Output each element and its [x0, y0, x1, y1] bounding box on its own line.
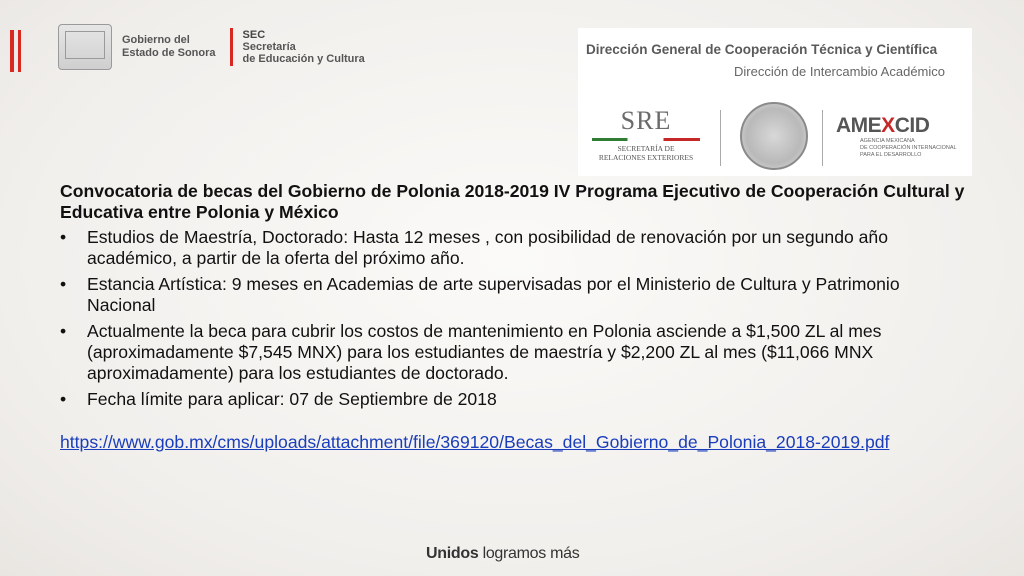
sre-abbr: SRE	[620, 106, 672, 135]
bullet-icon: •	[60, 274, 67, 294]
announcement-heading: Convocatoria de becas del Gobierno de Polonia 2018-2019 IV Programa Ejecutivo de Cooperación Cultural y Educativa entre Polonia y México	[60, 181, 965, 222]
mexico-seal-icon	[740, 102, 808, 170]
sonora-shield-icon	[58, 24, 112, 70]
dg-subtitle: Dirección de Intercambio Académico	[734, 64, 945, 79]
sec-logo-text	[243, 29, 365, 65]
bullet-item: • Estancia Artística: 9 meses en Academias de arte supervisadas por el Ministerio de Cultura y Patrimonio Nacional	[60, 274, 900, 315]
bullet-item: • Fecha límite para aplicar: 07 de Septiembre de 2018	[60, 389, 497, 409]
slide-content	[60, 181, 970, 453]
logo-separator	[822, 110, 823, 166]
amexcid-caption: AGENCIA MEXICANA DE COOPERACIÓN INTERNACIONAL PARA EL DESARROLLO	[860, 138, 957, 158]
bullet-list	[60, 227, 970, 410]
sre-flag-line	[592, 138, 700, 141]
bullet-icon: •	[60, 389, 67, 409]
logo-divider	[230, 28, 233, 66]
bullet-item: • Actualmente la beca para cubrir los costos de mantenimiento en Polonia asciende a $1,500 ZL al mes (aproximadamente $7,545 MNX) para los estudiantes de maestría y $2,200 ZL al mes ($11,066 MNX aproximadamente) para los estudiantes de doctorado.	[60, 321, 882, 383]
sonora-government-logo	[58, 24, 365, 70]
logo-separator	[720, 110, 721, 166]
sonora-line1: Gobierno del	[122, 34, 190, 46]
red-accent-bars	[10, 30, 24, 72]
institution-logos-panel	[578, 28, 972, 176]
sec-line2: de Educación y Cultura	[242, 53, 365, 65]
footer-slogan: Unidos logramos más	[426, 545, 580, 562]
convocatoria-pdf-link[interactable]: https://www.gob.mx/cms/uploads/attachment/file/369120/Becas_del_Gobierno_de_Polonia_2018-2019.pdf	[60, 432, 890, 452]
sre-logo	[584, 106, 708, 162]
amexcid-logo: AMEXCID	[836, 114, 930, 137]
sonora-logo-text	[122, 34, 216, 60]
dg-title: Dirección General de Cooperación Técnica y Científica	[586, 42, 938, 57]
bullet-icon: •	[60, 321, 67, 341]
sec-line1: Secretaría	[242, 41, 296, 53]
bullet-item: • Estudios de Maestría, Doctorado: Hasta 12 meses , con posibilidad de renovación por un segundo año académico, a partir de la oferta del próximo año.	[60, 227, 889, 268]
sre-caption: SECRETARÍA DE RELACIONES EXTERIORES	[598, 144, 694, 162]
sec-abbr: SEC	[242, 29, 266, 41]
sonora-line2: Estado de Sonora	[122, 47, 216, 59]
bullet-icon: •	[60, 227, 67, 247]
